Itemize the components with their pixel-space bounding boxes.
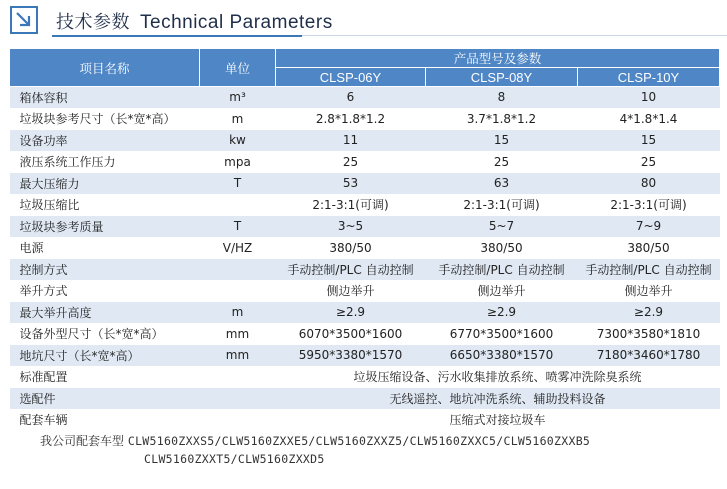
- row-label: 地坑尺寸（长*宽*高）: [10, 345, 200, 367]
- row-value: 6070*3500*1600: [276, 323, 426, 345]
- row-label: 垃圾压缩比: [10, 194, 200, 216]
- row-value: 25: [578, 151, 720, 173]
- row-label: 最大举升高度: [10, 302, 200, 324]
- col-header-model: CLSP-10Y: [578, 68, 720, 87]
- row-value: 3.7*1.8*1.2: [426, 108, 578, 130]
- row-value: 侧边举升: [276, 280, 426, 302]
- row-span-value: 垃圾压缩设备、污水收集排放系统、喷雾冲洗除臭系统: [276, 366, 720, 388]
- row-value: 80: [578, 173, 720, 195]
- table-row: [10, 194, 720, 216]
- table-row: [10, 345, 720, 367]
- row-value: 25: [276, 151, 426, 173]
- row-unit: kw: [200, 130, 276, 152]
- footer-models-line1: CLW5160ZXXS5/CLW5160ZXXE5/CLW5160ZXXZ5/CLW5160ZXXC5/CLW5160ZXXB5: [127, 434, 591, 448]
- title-underline: [52, 35, 302, 37]
- row-unit: m: [200, 302, 276, 324]
- row-value: 15: [426, 130, 578, 152]
- row-unit: [200, 280, 276, 302]
- row-unit: m: [200, 108, 276, 130]
- row-unit: [200, 409, 276, 431]
- row-label: 箱体容积: [10, 87, 200, 109]
- row-label: 配套车辆: [10, 409, 200, 431]
- row-value: 5~7: [426, 216, 578, 238]
- row-value: 380/50: [276, 237, 426, 259]
- title-en: Technical Parameters: [140, 12, 333, 33]
- row-span-value: 压缩式对接垃圾车: [276, 409, 720, 431]
- row-value: 4*1.8*1.4: [578, 108, 720, 130]
- table-row: [10, 173, 720, 195]
- row-value: 2:1-3:1(可调): [426, 194, 578, 216]
- row-unit: T: [200, 216, 276, 238]
- row-label: 控制方式: [10, 259, 200, 281]
- row-value: 63: [426, 173, 578, 195]
- row-label: 电源: [10, 237, 200, 259]
- row-unit: V/HZ: [200, 237, 276, 259]
- footer-label: 我公司配套车型: [40, 434, 125, 448]
- row-label: 标准配置: [10, 366, 200, 388]
- row-value: 15: [578, 130, 720, 152]
- row-label: 举升方式: [10, 280, 200, 302]
- row-value: 2.8*1.8*1.2: [276, 108, 426, 130]
- table-row: [10, 259, 720, 281]
- row-value: 25: [426, 151, 578, 173]
- corner-arrow-icon: [10, 6, 38, 34]
- row-value: 5950*3380*1570: [276, 345, 426, 367]
- col-header-model: CLSP-06Y: [276, 68, 426, 87]
- row-value: 10: [578, 87, 720, 109]
- title-cn: 技术参数: [56, 12, 130, 33]
- row-value: 手动控制/PLC 自动控制: [426, 259, 578, 281]
- row-unit: [200, 388, 276, 410]
- row-value: 侧边举升: [578, 280, 720, 302]
- row-value: 6: [276, 87, 426, 109]
- row-label: 垃圾块参考质量: [10, 216, 200, 238]
- row-unit: mm: [200, 323, 276, 345]
- row-value: 380/50: [578, 237, 720, 259]
- row-value: ≥2.9: [276, 302, 426, 324]
- col-header-item: 项目名称: [10, 49, 200, 87]
- row-value: 2:1-3:1(可调): [276, 194, 426, 216]
- row-unit: T: [200, 173, 276, 195]
- row-value: 11: [276, 130, 426, 152]
- page-title: [56, 8, 333, 34]
- table-row: [10, 388, 720, 410]
- table-row: [10, 280, 720, 302]
- table-row: [10, 366, 720, 388]
- row-label: 设备功率: [10, 130, 200, 152]
- row-value: 8: [426, 87, 578, 109]
- parameters-table: [9, 48, 720, 431]
- table-row: [10, 237, 720, 259]
- row-label: 液压系统工作压力: [10, 151, 200, 173]
- table-row: [10, 216, 720, 238]
- row-value: 6650*3380*1570: [426, 345, 578, 367]
- table-row: [10, 87, 720, 109]
- row-value: 6770*3500*1600: [426, 323, 578, 345]
- table-row: [10, 323, 720, 345]
- row-unit: mm: [200, 345, 276, 367]
- row-unit: [200, 366, 276, 388]
- row-label: 设备外型尺寸（长*宽*高）: [10, 323, 200, 345]
- row-unit: [200, 194, 276, 216]
- footer-models-line2: CLW5160ZXXT5/CLW5160ZXXD5: [144, 452, 325, 466]
- table-row: [10, 302, 720, 324]
- row-unit: [200, 259, 276, 281]
- row-value: 7~9: [578, 216, 720, 238]
- row-value: 3~5: [276, 216, 426, 238]
- col-header-model: CLSP-08Y: [426, 68, 578, 87]
- row-value: 2:1-3:1(可调): [578, 194, 720, 216]
- row-value: 手动控制/PLC 自动控制: [578, 259, 720, 281]
- row-value: 7180*3460*1780: [578, 345, 720, 367]
- row-value: 手动控制/PLC 自动控制: [276, 259, 426, 281]
- row-value: ≥2.9: [578, 302, 720, 324]
- row-value: ≥2.9: [426, 302, 578, 324]
- section-header: [0, 0, 727, 40]
- col-header-unit: 单位: [200, 49, 276, 87]
- row-label: 最大压缩力: [10, 173, 200, 195]
- row-unit: m³: [200, 87, 276, 109]
- row-label: 选配件: [10, 388, 200, 410]
- table-row: [10, 108, 720, 130]
- row-span-value: 无线遥控、地坑冲洗系统、辅助投料设备: [276, 388, 720, 410]
- footer-note: [40, 432, 590, 468]
- table-row: [10, 151, 720, 173]
- row-value: 侧边举升: [426, 280, 578, 302]
- row-unit: mpa: [200, 151, 276, 173]
- row-value: 53: [276, 173, 426, 195]
- table-row: [10, 130, 720, 152]
- row-value: 380/50: [426, 237, 578, 259]
- row-value: 7300*3580*1810: [578, 323, 720, 345]
- table-row: [10, 409, 720, 431]
- row-label: 垃圾块参考尺寸（长*宽*高）: [10, 108, 200, 130]
- col-header-group: 产品型号及参数: [276, 49, 720, 68]
- title-rule: [302, 35, 727, 36]
